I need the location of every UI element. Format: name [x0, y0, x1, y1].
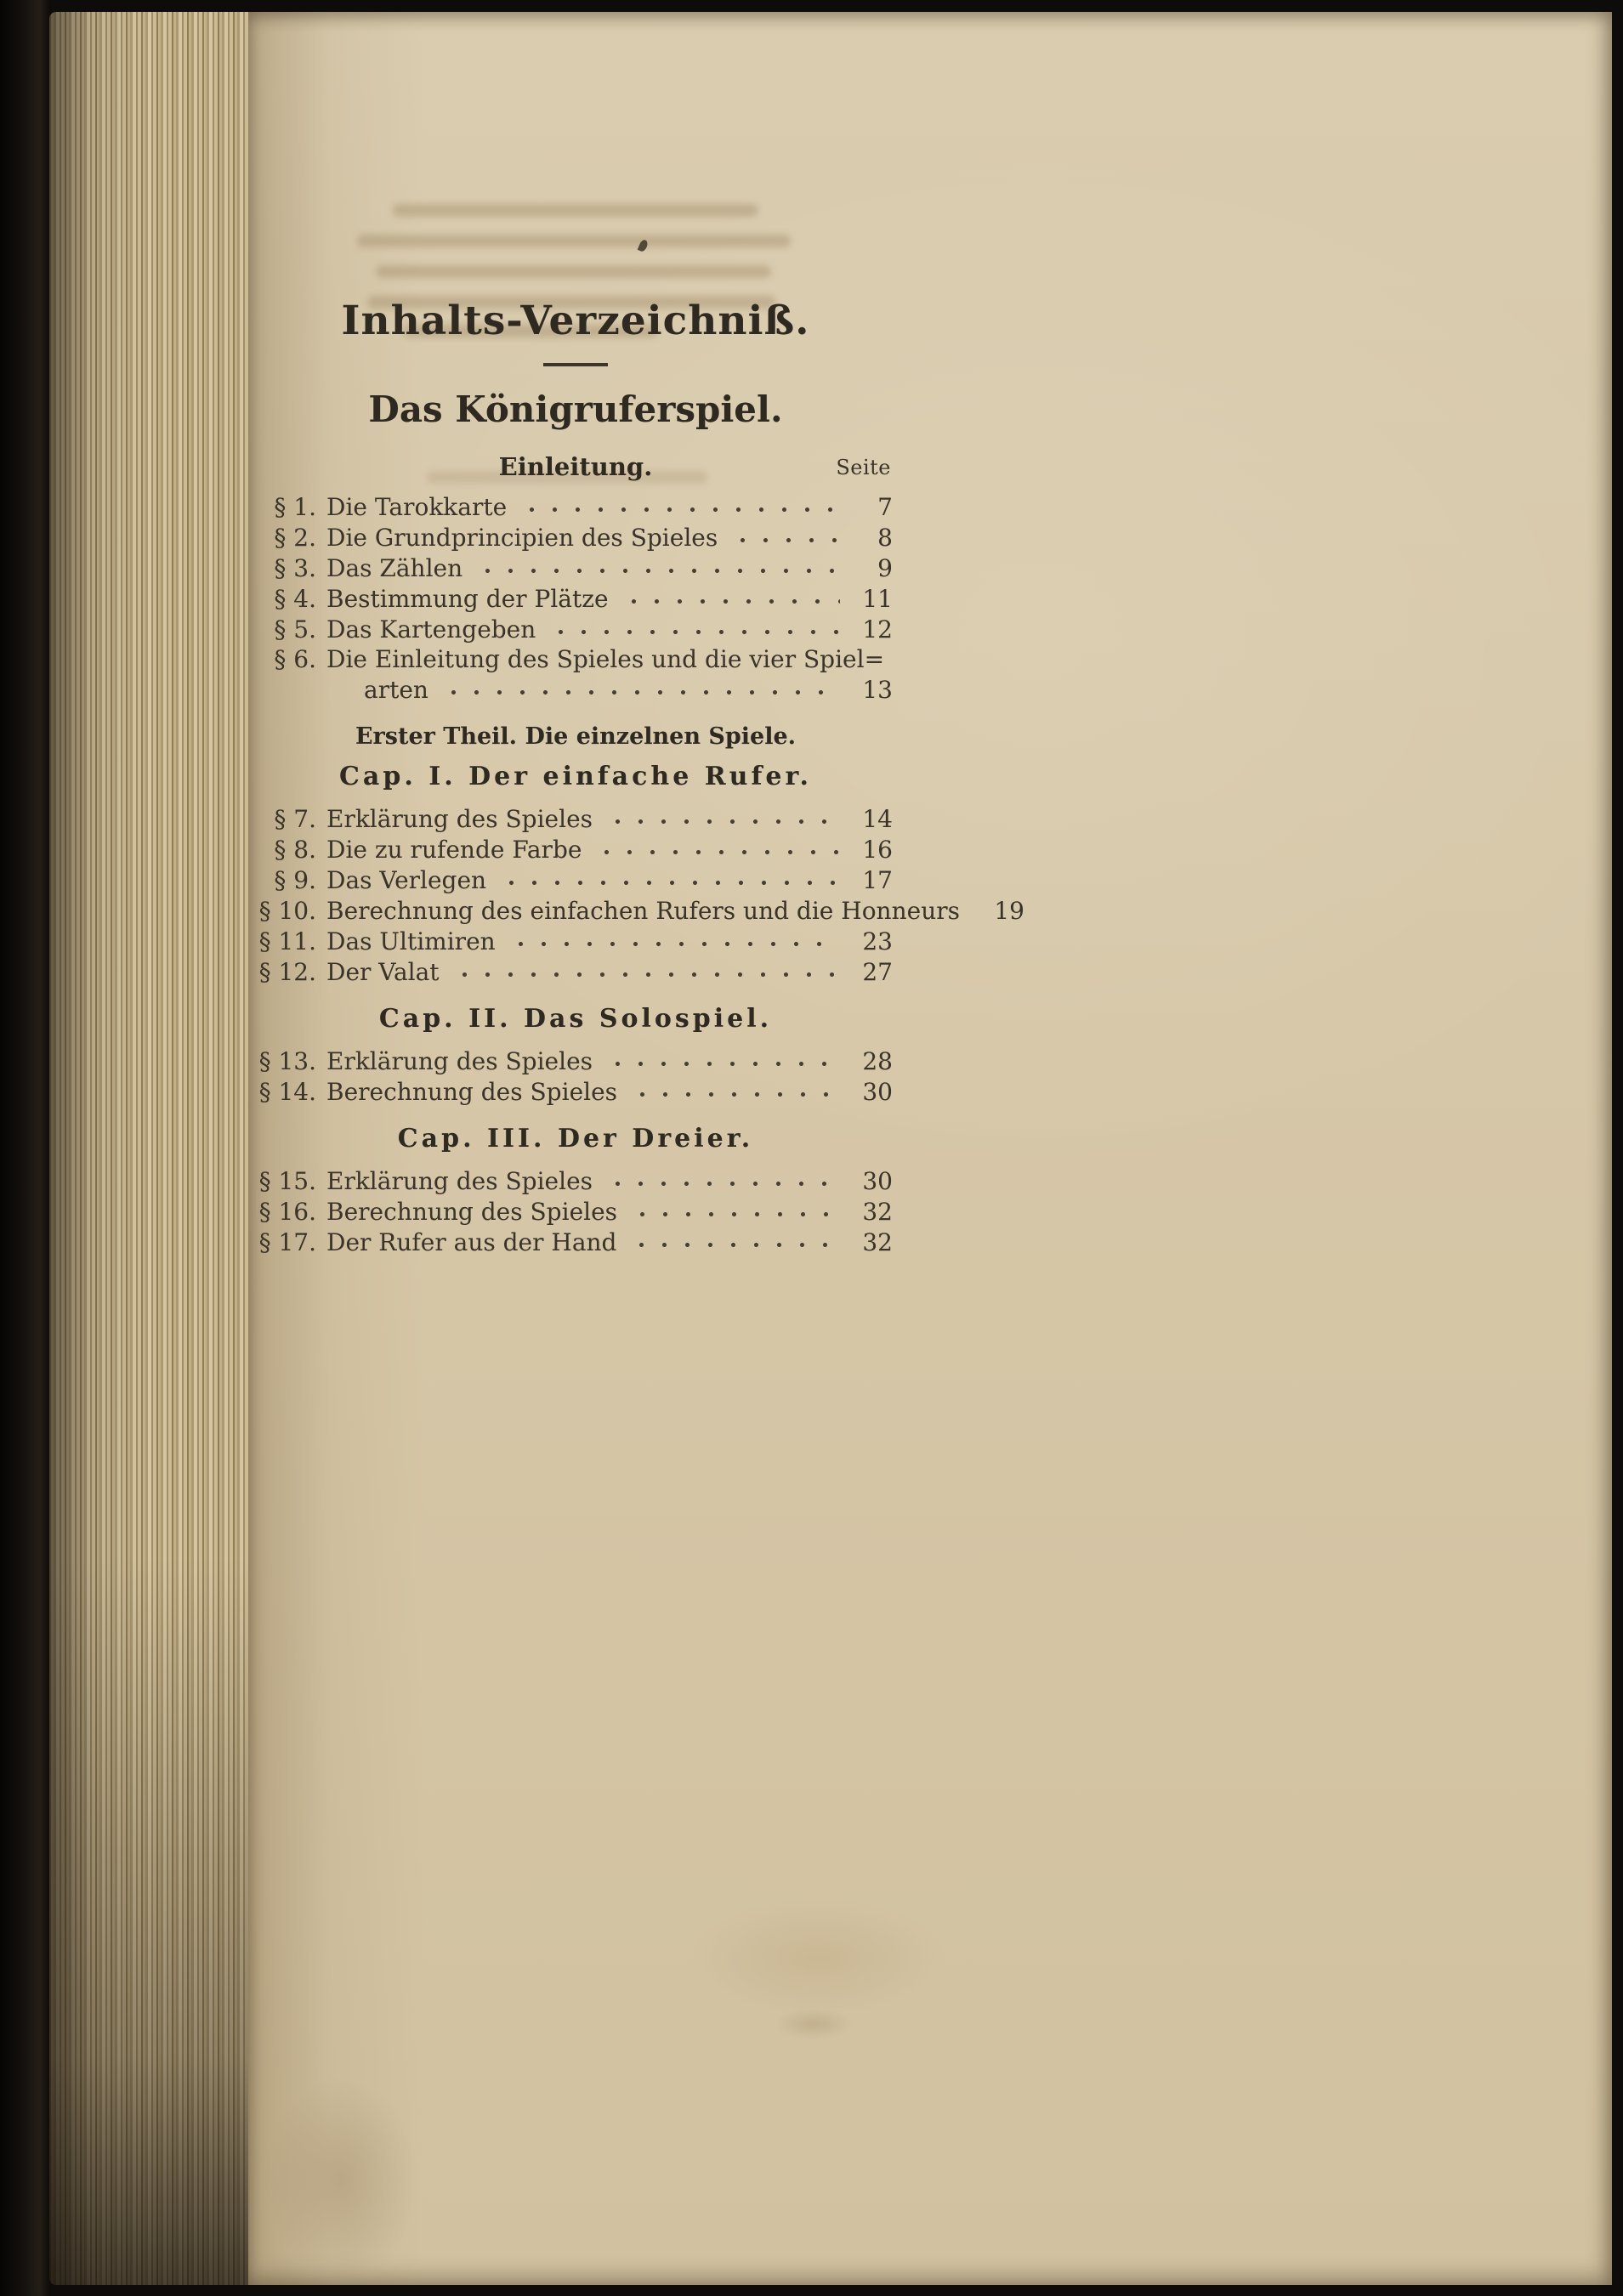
entry-title: Berechnung des Spieles	[326, 1198, 618, 1226]
entry-number: § 8.	[274, 836, 316, 864]
entry-page: 27	[862, 958, 893, 986]
dot-leader	[508, 926, 840, 950]
dot-leader	[604, 1165, 840, 1189]
entry-title: Die zu rufende Farbe	[326, 836, 582, 864]
section-heading-einleitung	[258, 452, 893, 481]
toc-entry	[258, 614, 893, 644]
book-page	[248, 12, 1612, 2285]
toc-entries-cap3	[258, 1165, 893, 1257]
entry-title: Das Kartengeben	[326, 615, 536, 643]
entry-page: 17	[862, 866, 893, 894]
toc-entry	[258, 1076, 893, 1107]
toc-entry	[258, 834, 893, 865]
entry-title: Das Ultimiren	[326, 927, 496, 955]
entry-page: 19	[994, 897, 1024, 925]
entry-title: Berechnung des Spieles	[326, 1078, 618, 1106]
entry-page: 9	[877, 554, 893, 582]
entry-number: § 4.	[274, 585, 316, 613]
entry-number: § 3.	[274, 554, 316, 582]
entry-number: § 1.	[274, 493, 316, 521]
chapter-heading-cap2: Cap. II. Das Solospiel.	[378, 1004, 773, 1034]
toc-entry	[258, 522, 893, 553]
entry-page: 14	[862, 805, 893, 833]
chapter-heading-cap1: Cap. I. Der einfache Rufer.	[339, 762, 812, 791]
part-heading: Erster Theil. Die einzelnen Spiele.	[355, 723, 797, 750]
paper-stain	[775, 2010, 852, 2038]
entry-title: Die Tarokkarte	[326, 493, 508, 521]
entry-title: Das Verlegen	[326, 866, 487, 894]
entry-number: § 12.	[258, 958, 316, 986]
entry-number: § 16.	[258, 1198, 316, 1226]
dot-leader	[548, 614, 840, 638]
entry-number: § 11.	[258, 927, 316, 955]
toc-entry	[258, 1046, 893, 1076]
entry-number: § 15.	[258, 1167, 316, 1195]
entry-number: § 6.	[274, 645, 316, 673]
entry-page: 12	[862, 615, 893, 643]
dot-leader	[604, 803, 840, 827]
dot-leader	[621, 583, 840, 607]
entry-page: 32	[862, 1228, 893, 1256]
dot-leader	[593, 834, 840, 858]
entry-title: Erklärung des Spieles	[326, 1167, 593, 1195]
dot-leader	[519, 491, 840, 515]
toc-entry	[258, 1227, 893, 1257]
toc-entry	[258, 865, 893, 895]
toc-entries-cap2	[258, 1046, 893, 1107]
entry-title: Bestimmung der Plätze	[326, 585, 609, 613]
toc-entry	[258, 803, 893, 834]
bleedthrough-smudge	[357, 235, 791, 247]
seite-column-label: Seite	[836, 456, 891, 479]
dot-leader	[629, 1076, 840, 1100]
entry-number: § 14.	[258, 1078, 316, 1106]
dot-leader	[628, 1227, 840, 1250]
bleedthrough-smudge	[376, 265, 771, 278]
entry-page: 32	[862, 1198, 893, 1226]
dot-leader	[498, 865, 840, 888]
toc-entry	[258, 1165, 893, 1196]
table-of-contents	[258, 298, 1024, 1257]
entry-page: 30	[862, 1078, 893, 1106]
page-subtitle: Das Königruferspiel.	[368, 388, 783, 430]
toc-entry	[258, 1196, 893, 1227]
entry-number: § 7.	[274, 805, 316, 833]
book-spine	[0, 0, 51, 2296]
toc-entry	[258, 956, 893, 987]
entry-title: Der Rufer aus der Hand	[326, 1228, 617, 1256]
entry-number: § 5.	[274, 615, 316, 643]
entry-title: Erklärung des Spieles	[326, 805, 593, 833]
entry-title: Erklärung des Spieles	[326, 1047, 593, 1075]
section-heading-label: Einleitung.	[498, 452, 653, 481]
entry-title: Berechnung des einfachen Rufers und die Honneurs	[326, 897, 960, 925]
entry-number: § 2.	[274, 524, 316, 552]
toc-entry	[258, 553, 893, 583]
bleedthrough-smudge	[393, 204, 758, 217]
dot-leader	[629, 1196, 840, 1220]
page-edges	[49, 12, 252, 2285]
dot-leader	[440, 674, 840, 698]
entry-page: 16	[862, 836, 893, 864]
dot-leader	[451, 956, 840, 980]
entry-title: Der Valat	[326, 958, 440, 986]
entry-page: 30	[862, 1167, 893, 1195]
title-divider	[543, 363, 608, 366]
entry-number: § 17.	[258, 1228, 316, 1256]
entry-number: § 13.	[258, 1047, 316, 1075]
toc-entry	[258, 926, 893, 956]
toc-entry	[258, 583, 893, 614]
entry-page: 13	[862, 676, 893, 704]
entry-title: Die Grundprincipien des Spieles	[326, 524, 718, 552]
entry-page: 11	[862, 585, 893, 613]
entry-page: 7	[877, 493, 893, 521]
entry-title: Die Einleitung des Spieles und die vier Spiel=	[326, 645, 885, 673]
dot-leader	[729, 522, 840, 546]
entry-page: 23	[862, 927, 893, 955]
toc-entry	[258, 895, 1024, 926]
toc-entries-intro	[258, 491, 893, 705]
toc-entry	[258, 491, 893, 522]
entry-title: Das Zählen	[326, 554, 463, 582]
entry-number: § 10.	[258, 897, 316, 925]
toc-entry-continuation	[258, 674, 893, 705]
chapter-heading-cap3: Cap. III. Der Dreier.	[397, 1124, 754, 1154]
toc-entry	[258, 644, 893, 674]
entry-page: 8	[877, 524, 893, 552]
page-title: Inhalts-Verzeichniß.	[341, 298, 810, 344]
paper-stain	[265, 2078, 418, 2282]
paper-stain	[690, 1899, 945, 2018]
toc-entries-cap1	[258, 803, 1024, 987]
dot-leader	[604, 1046, 840, 1069]
dot-leader	[474, 553, 840, 576]
entry-title-continued: arten	[364, 676, 428, 704]
entry-page: 28	[862, 1047, 893, 1075]
entry-number: § 9.	[274, 866, 316, 894]
